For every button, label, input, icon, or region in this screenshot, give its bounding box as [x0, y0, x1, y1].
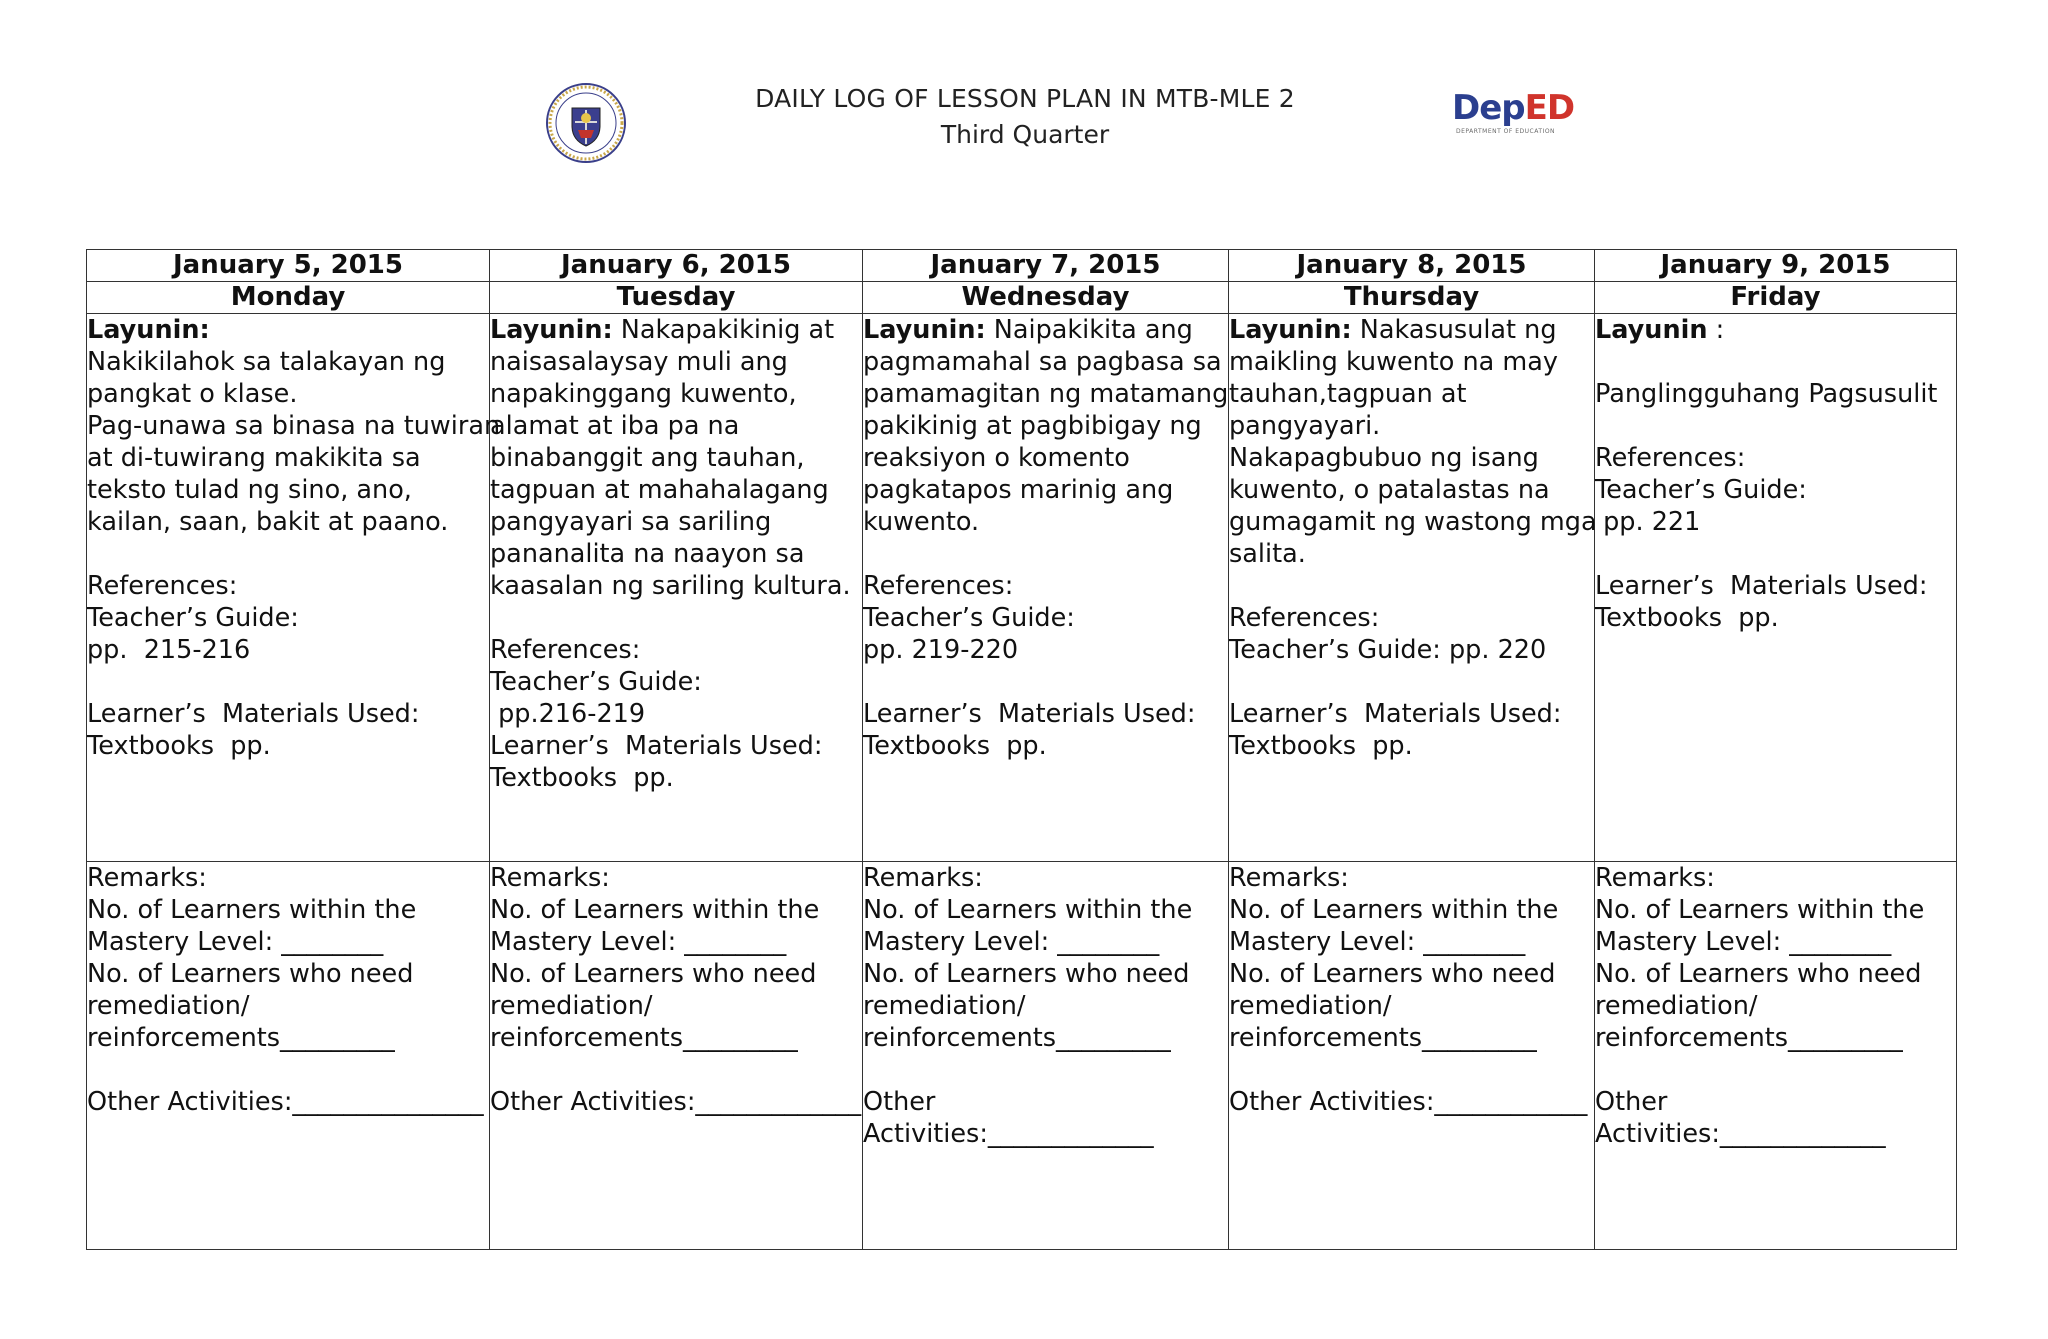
- objective-label: Layunin:: [863, 315, 986, 345]
- objective-label: Layunin:: [87, 315, 210, 345]
- remarks-text: reinforcements_________: [490, 1023, 798, 1053]
- day-header: Friday: [1595, 282, 1957, 314]
- day-row: [87, 282, 1957, 314]
- remarks-text: reinforcements_________: [1595, 1023, 1903, 1053]
- remarks-text: Remarks:: [87, 863, 207, 893]
- objective-text: napakinggang kuwento,: [490, 379, 797, 409]
- remarks-text: reinforcements_________: [1229, 1023, 1537, 1053]
- objective-text: teksto tulad ng sino, ano,: [87, 475, 412, 505]
- reference-text: Textbooks pp.: [87, 731, 271, 761]
- deped-logo-tagline: DEPARTMENT OF EDUCATION: [1456, 128, 1556, 135]
- remarks-text: No. of Learners who need: [863, 959, 1190, 989]
- remarks-text: Remarks:: [1229, 863, 1349, 893]
- date-header: January 5, 2015: [87, 250, 490, 282]
- remarks-text: No. of Learners who need: [87, 959, 414, 989]
- blank-line: [490, 602, 862, 634]
- objective-text: pangkat o klase.: [87, 379, 298, 409]
- objective-text: maikling kuwento na may: [1229, 347, 1558, 377]
- objective-first-line: [87, 314, 489, 346]
- lesson-content-cell: [490, 314, 863, 862]
- remarks-text: No. of Learners who need: [1229, 959, 1556, 989]
- lesson-content-cell: [1229, 314, 1595, 862]
- objective-text: kailan, saan, bakit at paano.: [87, 507, 449, 537]
- blank-line: [1595, 1054, 1956, 1086]
- document-subtitle: Third Quarter: [940, 120, 1110, 149]
- remarks-text: remediation/: [1229, 991, 1392, 1021]
- objective-text: pananalita na naayon sa: [490, 539, 805, 569]
- remarks-cell: [87, 862, 490, 1250]
- day-header: Tuesday: [490, 282, 863, 314]
- remarks-text: Remarks:: [490, 863, 610, 893]
- reference-text: pp. 221: [1595, 507, 1701, 537]
- remarks-text: Mastery Level: ________: [863, 927, 1160, 957]
- reference-text: pp. 219-220: [863, 635, 1019, 665]
- objective-text: Nakapakikinig at: [612, 315, 835, 345]
- remarks-text: remediation/: [490, 991, 653, 1021]
- blank-line: [863, 1054, 1228, 1086]
- reference-text: Teacher’s Guide:: [87, 603, 299, 633]
- date-header: January 9, 2015: [1595, 250, 1957, 282]
- remarks-cell: [1229, 862, 1595, 1250]
- objective-first-line: [490, 314, 862, 346]
- objective-label: Layunin: [1595, 315, 1708, 345]
- remarks-text: Other: [1595, 1087, 1668, 1117]
- deped-logo: [1452, 88, 1575, 144]
- objective-label: Layunin:: [490, 315, 613, 345]
- remarks-cell: [490, 862, 863, 1250]
- title-block: [660, 82, 1390, 154]
- content-row: [87, 314, 1957, 862]
- reference-text: References:: [87, 571, 238, 601]
- remarks-text: remediation/: [1595, 991, 1758, 1021]
- reference-text: Textbooks pp.: [1229, 731, 1413, 761]
- remarks-text: No. of Learners within the: [1229, 895, 1559, 925]
- remarks-text: No. of Learners within the: [863, 895, 1193, 925]
- objective-text: pagmamahal sa pagbasa sa: [863, 347, 1222, 377]
- reference-text: Teacher’s Guide:: [1595, 475, 1807, 505]
- blank-line: [87, 1054, 489, 1086]
- objective-text: tagpuan at mahahalagang: [490, 475, 829, 505]
- reference-text: References:: [863, 571, 1014, 601]
- remarks-text: No. of Learners who need: [1595, 959, 1922, 989]
- lesson-plan-table: [86, 249, 1957, 1250]
- blank-line: [87, 666, 489, 698]
- lesson-content-cell: [863, 314, 1229, 862]
- remarks-text: Activities:_____________: [1595, 1119, 1886, 1149]
- remarks-text: Mastery Level: ________: [1595, 927, 1892, 957]
- remarks-text: Mastery Level: ________: [1229, 927, 1526, 957]
- remarks-cell: [1595, 862, 1957, 1250]
- reference-text: Teacher’s Guide:: [490, 667, 702, 697]
- objective-text: pagkatapos marinig ang: [863, 475, 1174, 505]
- document-title: DAILY LOG OF LESSON PLAN IN MTB-MLE 2: [755, 84, 1295, 113]
- blank-line: [490, 1054, 862, 1086]
- remarks-text: Other Activities:_______________: [87, 1087, 484, 1117]
- reference-text: Teacher’s Guide: pp. 220: [1229, 635, 1547, 665]
- blank-line: [1595, 346, 1956, 378]
- deped-logo-ed: ED: [1524, 88, 1575, 128]
- reference-text: Learner’s Materials Used:: [1229, 699, 1562, 729]
- blank-line: [1229, 570, 1594, 602]
- reference-text: References:: [490, 635, 641, 665]
- remarks-text: Other: [863, 1087, 936, 1117]
- remarks-row: [87, 862, 1957, 1250]
- remarks-text: reinforcements_________: [87, 1023, 395, 1053]
- deped-seal-icon: [545, 82, 627, 164]
- remarks-text: No. of Learners who need: [490, 959, 817, 989]
- objective-text: pangyayari sa sariling: [490, 507, 772, 537]
- objective-text: Panglingguhang Pagsusulit: [1595, 379, 1938, 409]
- remarks-text: reinforcements_________: [863, 1023, 1171, 1053]
- objective-label: Layunin:: [1229, 315, 1352, 345]
- objective-text: Pag-unawa sa binasa na tuwiran: [87, 411, 501, 441]
- blank-line: [863, 538, 1228, 570]
- remarks-text: Mastery Level: ________: [490, 927, 787, 957]
- objective-text: tauhan,tagpuan at: [1229, 379, 1467, 409]
- blank-line: [1595, 410, 1956, 442]
- reference-text: Textbooks pp.: [863, 731, 1047, 761]
- objective-text: alamat at iba pa na: [490, 411, 740, 441]
- objective-first-line: [1229, 314, 1594, 346]
- remarks-text: No. of Learners within the: [87, 895, 417, 925]
- objective-text: :: [1707, 315, 1725, 345]
- objective-text: gumagamit ng wastong mga: [1229, 507, 1597, 537]
- blank-line: [1595, 538, 1956, 570]
- remarks-text: remediation/: [863, 991, 1026, 1021]
- reference-text: Learner’s Materials Used:: [1595, 571, 1928, 601]
- objective-text: Naipakikita ang: [985, 315, 1193, 345]
- blank-line: [1229, 1054, 1594, 1086]
- blank-line: [87, 538, 489, 570]
- remarks-text: Activities:_____________: [863, 1119, 1154, 1149]
- remarks-text: No. of Learners within the: [490, 895, 820, 925]
- objective-text: Nakasusulat ng: [1351, 315, 1557, 345]
- remarks-text: Other Activities:____________: [1229, 1087, 1588, 1117]
- date-header: January 6, 2015: [490, 250, 863, 282]
- reference-text: pp. 215-216: [87, 635, 251, 665]
- objective-text: Nakapagbubuo ng isang: [1229, 443, 1539, 473]
- remarks-text: Remarks:: [1595, 863, 1715, 893]
- reference-text: Textbooks pp.: [490, 763, 674, 793]
- date-header: January 8, 2015: [1229, 250, 1595, 282]
- remarks-text: No. of Learners within the: [1595, 895, 1925, 925]
- reference-text: References:: [1229, 603, 1380, 633]
- remarks-text: Remarks:: [863, 863, 983, 893]
- date-row: [87, 250, 1957, 282]
- objective-first-line: [1595, 314, 1956, 346]
- objective-first-line: [863, 314, 1228, 346]
- remarks-text: Other Activities:_____________: [490, 1087, 862, 1117]
- objective-text: at di-tuwirang makikita sa: [87, 443, 421, 473]
- reference-text: Textbooks pp.: [1595, 603, 1779, 633]
- objective-text: binabanggit ang tauhan,: [490, 443, 805, 473]
- reference-text: Teacher’s Guide:: [863, 603, 1075, 633]
- deped-logo-dep: Dep: [1452, 88, 1525, 128]
- lesson-content-cell: [87, 314, 501, 862]
- reference-text: Learner’s Materials Used:: [863, 699, 1196, 729]
- objective-text: kuwento.: [863, 507, 980, 537]
- objective-text: pakikinig at pagbibigay ng: [863, 411, 1202, 441]
- lesson-content-cell: [1595, 314, 1957, 862]
- objective-text: Nakikilahok sa talakayan ng: [87, 347, 446, 377]
- day-header: Thursday: [1229, 282, 1595, 314]
- blank-line: [1229, 666, 1594, 698]
- reference-text: References:: [1595, 443, 1746, 473]
- reference-text: pp.216-219: [490, 699, 646, 729]
- objective-text: salita.: [1229, 539, 1306, 569]
- date-header: January 7, 2015: [863, 250, 1229, 282]
- reference-text: Learner’s Materials Used:: [87, 699, 420, 729]
- reference-text: Learner’s Materials Used:: [490, 731, 823, 761]
- day-header: Wednesday: [863, 282, 1229, 314]
- objective-text: kaasalan ng sariling kultura.: [490, 571, 851, 601]
- document-header: [0, 0, 2048, 200]
- remarks-cell: [863, 862, 1229, 1250]
- remarks-text: remediation/: [87, 991, 250, 1021]
- day-header: Monday: [87, 282, 490, 314]
- objective-text: kuwento, o patalastas na: [1229, 475, 1550, 505]
- objective-text: reaksiyon o komento: [863, 443, 1130, 473]
- objective-text: pamamagitan ng matamang: [863, 379, 1229, 409]
- blank-line: [863, 666, 1228, 698]
- remarks-text: Mastery Level: ________: [87, 927, 384, 957]
- objective-text: pangyayari.: [1229, 411, 1381, 441]
- objective-text: naisasalaysay muli ang: [490, 347, 788, 377]
